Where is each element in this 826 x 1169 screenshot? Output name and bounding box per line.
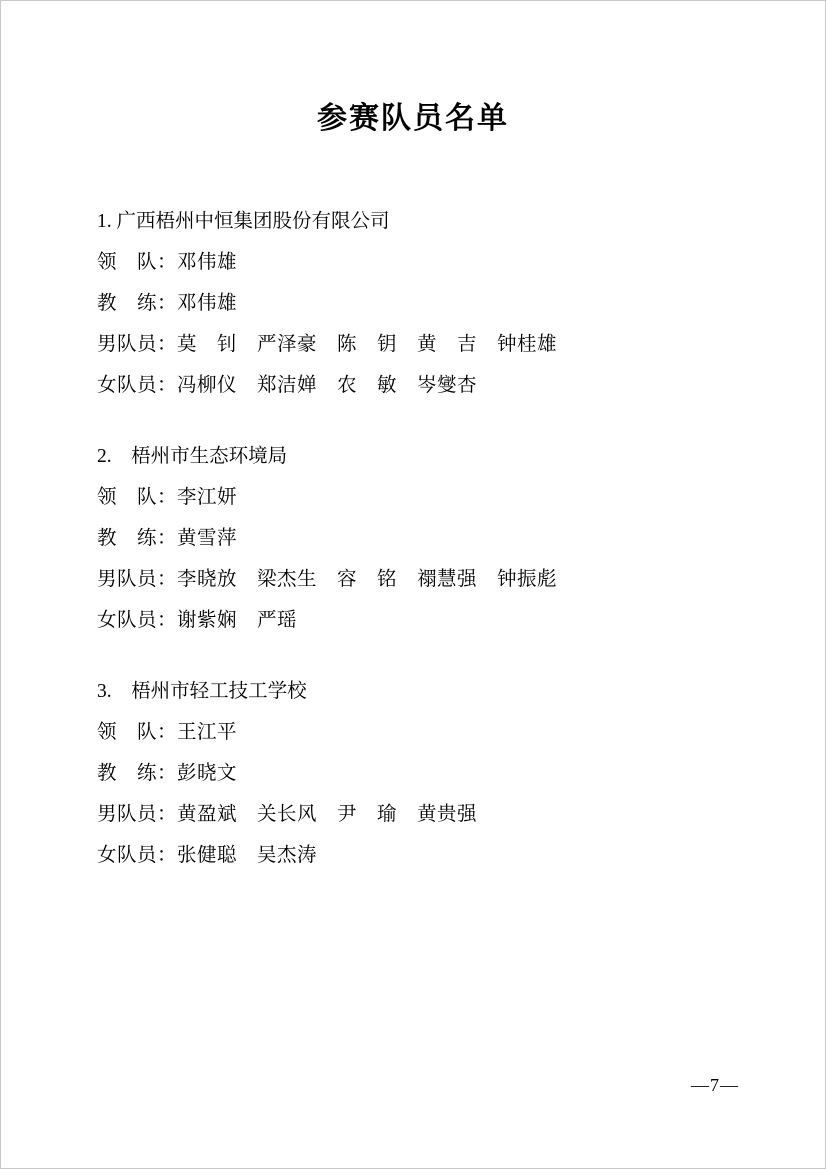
team-heading [97,436,735,477]
row-label: 男队员： [97,569,178,590]
team-index: 3. [97,681,112,702]
row-label: 女队员： [97,375,178,396]
row-label: 教 练： [97,763,178,784]
row-value: 冯柳仪 郑洁婵 农 敏 岑燮杏 [177,375,478,396]
row-value: 彭晓文 [177,763,238,784]
row-label: 教 练： [97,528,178,549]
row-label: 男队员： [97,334,178,355]
row-value: 黄雪萍 [177,528,238,549]
team-row [97,324,735,365]
row-label: 教 练： [97,293,178,314]
team-row [97,242,735,283]
team-row [97,477,735,518]
row-value: 王江平 [177,722,238,743]
team-name: 梧州市生态环境局 [131,446,288,467]
team-index: 1. [97,211,112,232]
row-label: 领 队： [97,252,178,273]
page-number: —7— [691,1075,739,1095]
team-name: 广西梧州中恒集团股份有限公司 [116,211,390,232]
team-block [97,671,735,876]
team-row [97,753,735,794]
row-label: 领 队： [97,487,178,508]
row-label: 领 队： [97,722,178,743]
team-heading [97,671,735,712]
row-value: 李江妍 [177,487,238,508]
team-row [97,712,735,753]
row-value: 邓伟雄 [177,252,238,273]
team-row [97,283,735,324]
team-index: 2. [97,446,112,467]
row-value: 谢紫娴 严瑶 [177,610,298,631]
team-row [97,365,735,406]
page-title: 参赛队员名单 [317,102,509,135]
row-label: 女队员： [97,845,178,866]
team-row [97,559,735,600]
row-value: 黄盈斌 关长风 尹 瑜 黄贵强 [177,804,478,825]
team-row [97,600,735,641]
team-block [97,201,735,406]
team-row [97,518,735,559]
team-heading [97,201,735,242]
team-name: 梧州市轻工技工学校 [131,681,307,702]
row-label: 女队员： [97,610,178,631]
row-value: 莫 钊 严泽豪 陈 钥 黄 吉 钟桂雄 [177,334,558,355]
row-label: 男队员： [97,804,178,825]
row-value: 李晓放 梁杰生 容 铭 禤慧强 钟振彪 [177,569,558,590]
row-value: 张健聪 吴杰涛 [177,845,318,866]
teams-list [1,201,825,876]
team-row [97,835,735,876]
team-block [97,436,735,641]
row-value: 邓伟雄 [177,293,238,314]
team-row [97,794,735,835]
